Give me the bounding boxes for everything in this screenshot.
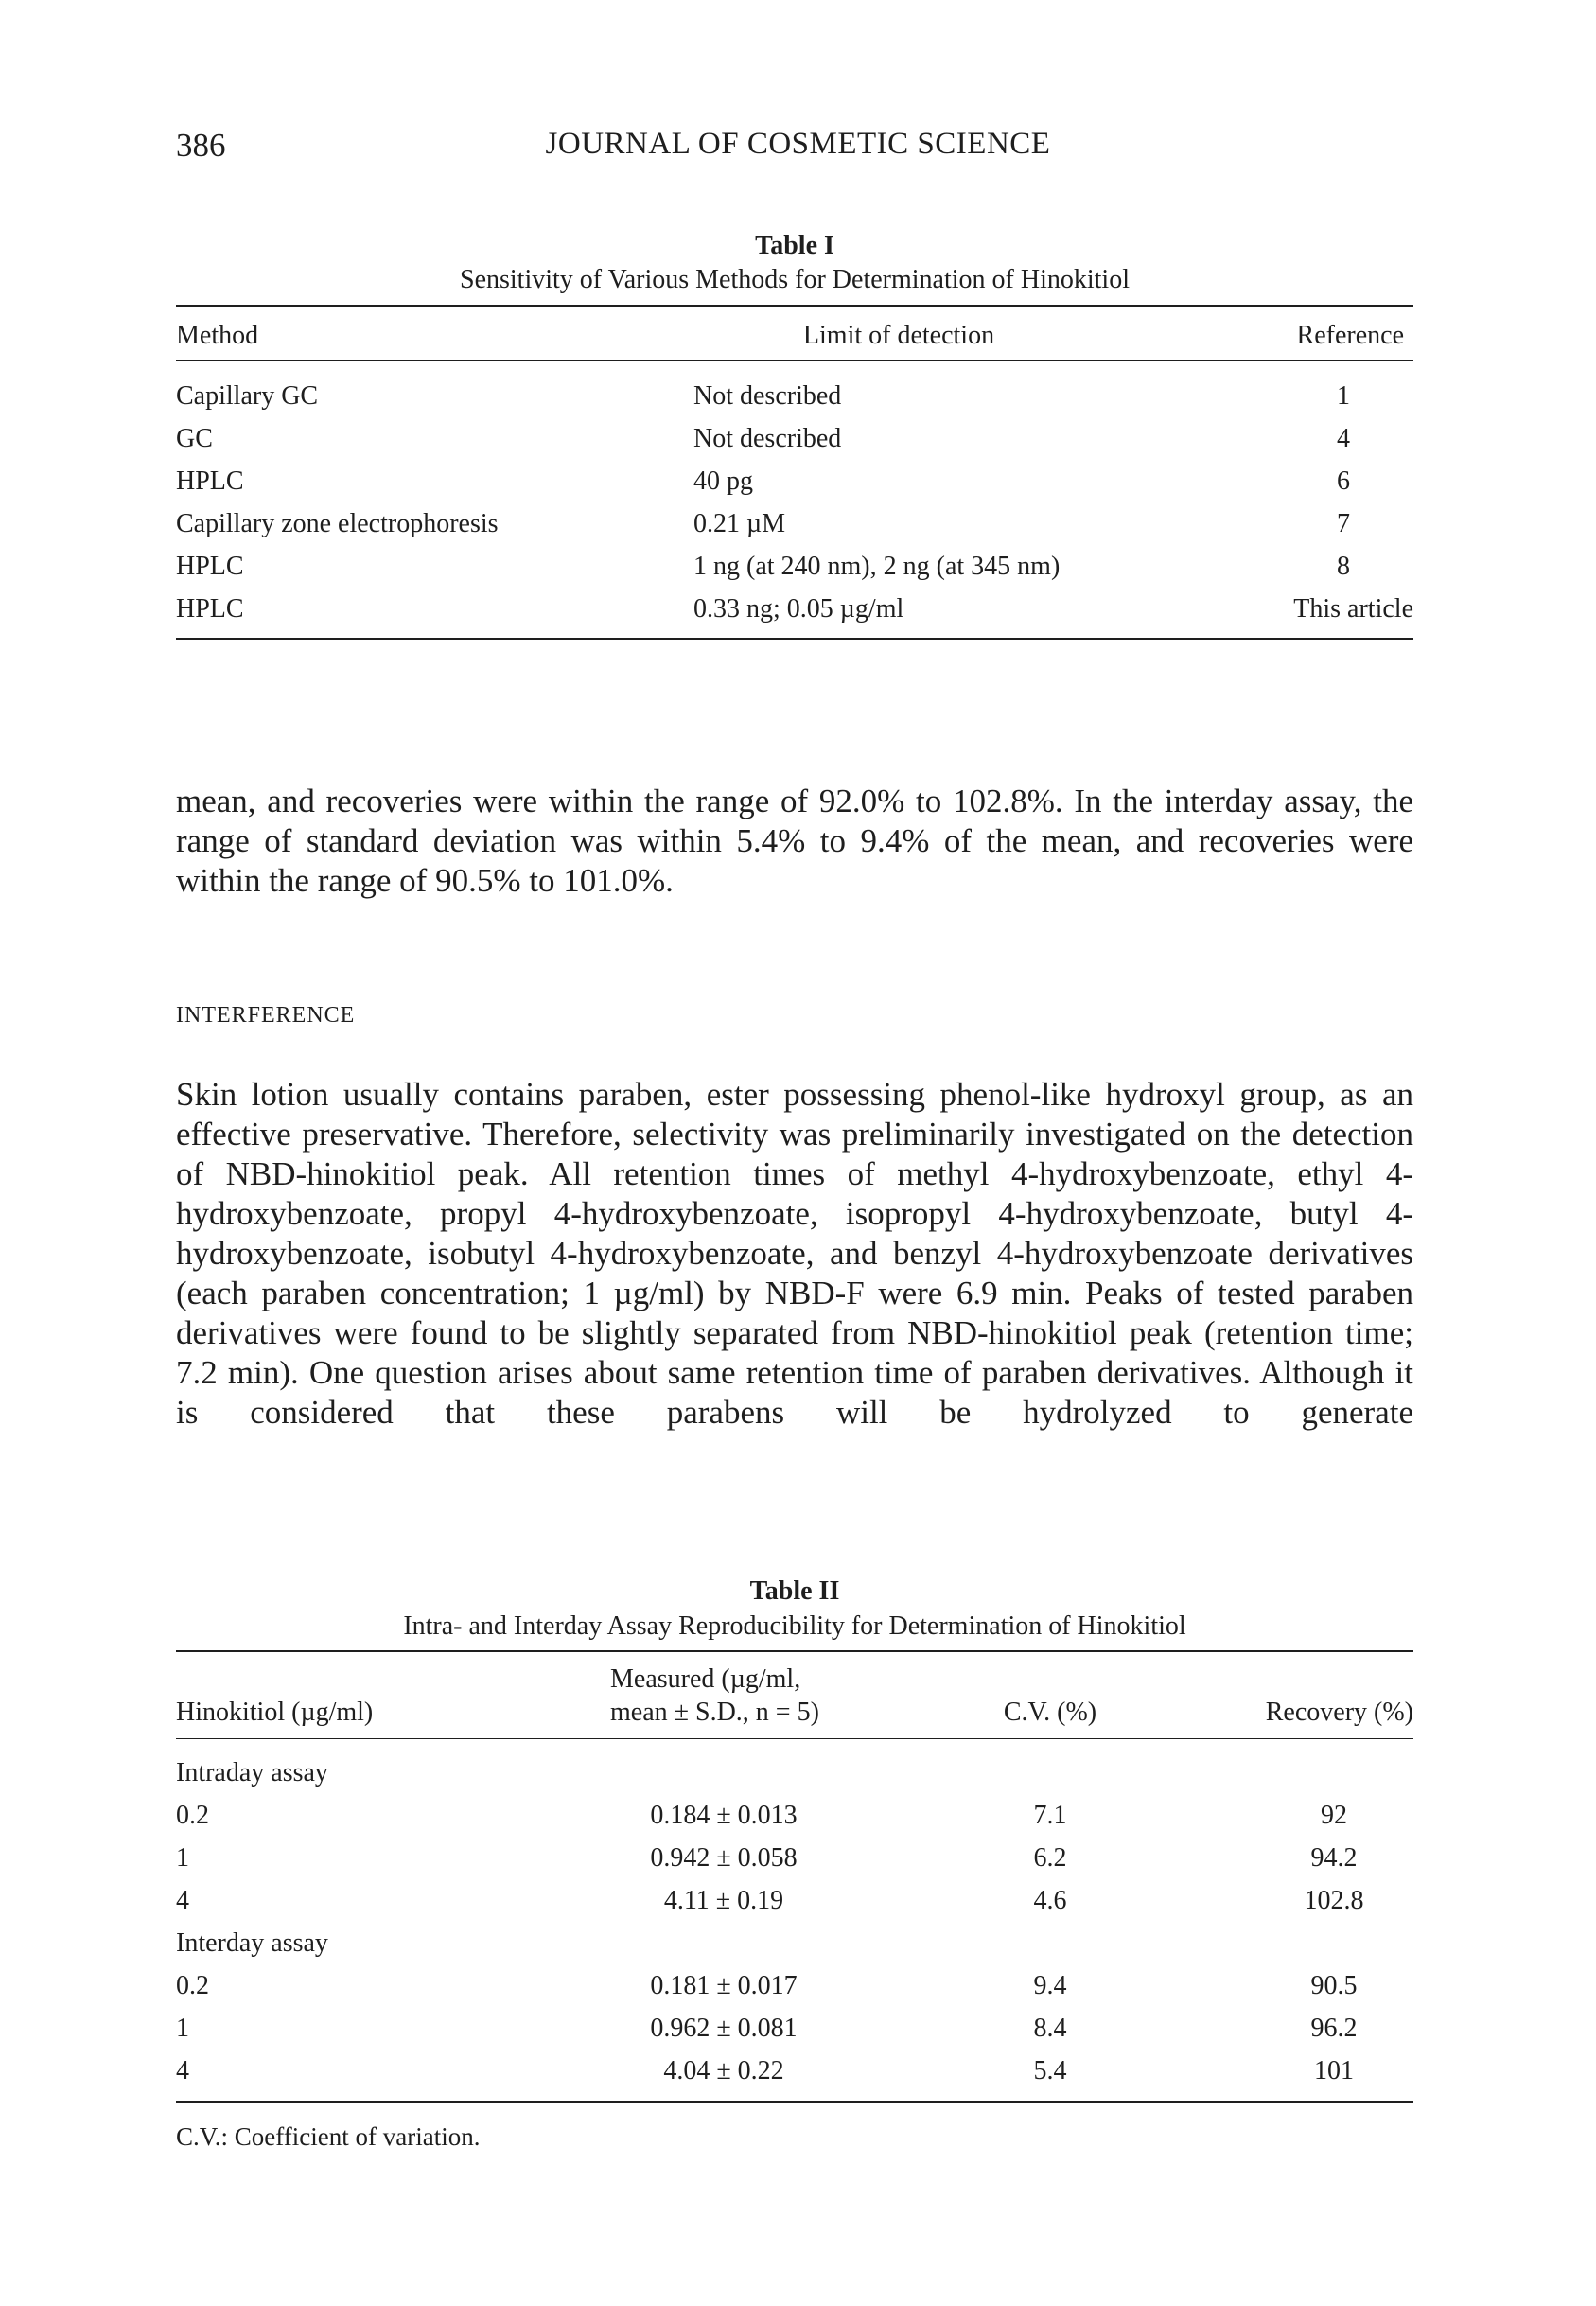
table-2-col-recovery: Recovery (%) (1265, 1698, 1413, 1727)
table-1-top-rule (176, 305, 1413, 307)
method-cell: HPLC (176, 594, 244, 624)
lod-cell: 0.33 ng; 0.05 µg/ml (693, 594, 904, 624)
recovery-cell: 102.8 (1304, 1886, 1364, 1915)
table-2-col-cv: C.V. (%) (1003, 1698, 1097, 1727)
table-2-group-label: Intraday assay (176, 1758, 328, 1787)
table-1-label: Table I (755, 231, 834, 260)
table-2-top-rule (176, 1650, 1413, 1652)
measured-cell: 0.942 ± 0.058 (650, 1843, 798, 1873)
table-2-col-measured-line1: Measured (µg/ml, (610, 1664, 801, 1694)
cv-cell: 9.4 (1033, 1971, 1067, 2000)
body-paragraph: Skin lotion usually contains paraben, ester possessing phenol-like hydroxyl group, as an effective preservative. Therefore, selectivity was preliminarily investigated on the detection of NBD-hinokitiol peak. All retention times of methyl 4-hydroxybenzoate, ethyl 4-hydroxybenzoate, propyl 4-hydroxybenzoate, isopropyl 4-hydroxybenzoate, butyl 4-hydroxybenzoate, isobutyl 4-hydroxybenzoate, and benzyl 4-hydroxybenzoate derivatives (each paraben concentration; 1 µg/ml) by NBD-F were 6.9 min. Peaks of tested paraben derivatives were found to be slightly separated from NBD-hinokitiol peak (retention time; 7.2 min). One question arises about same retention time of paraben derivatives. Although it is considered that these parabens will be hydrolyzed to generate (176, 1076, 1413, 1431)
method-cell: GC (176, 424, 213, 453)
lod-cell: 40 pg (693, 466, 753, 496)
reference-cell: 1 (1337, 381, 1350, 411)
section-heading: INTERFERENCE (176, 1003, 356, 1028)
measured-cell: 0.962 ± 0.081 (650, 2014, 798, 2043)
page-number: 386 (176, 127, 226, 164)
reference-cell: 7 (1337, 509, 1350, 538)
reference-cell: 8 (1337, 552, 1350, 581)
recovery-cell: 94.2 (1310, 1843, 1358, 1873)
lod-cell: Not described (693, 424, 842, 453)
concentration-cell: 0.2 (176, 1971, 209, 2000)
measured-cell: 4.04 ± 0.22 (663, 2056, 784, 2086)
recovery-cell: 92 (1321, 1801, 1347, 1830)
table-1-col-lod: Limit of detection (802, 321, 995, 350)
table-2-label: Table II (749, 1576, 840, 1606)
concentration-cell: 0.2 (176, 1801, 209, 1830)
cv-cell: 7.1 (1033, 1801, 1067, 1830)
table-2-caption: Intra- and Interday Assay Reproducibility for Determination of Hinokitiol (403, 1611, 1186, 1641)
reference-cell: This article (1293, 594, 1413, 624)
method-cell: HPLC (176, 466, 244, 496)
table-2-col-hinokitiol: Hinokitiol (µg/ml) (176, 1698, 374, 1727)
method-cell: Capillary zone electrophoresis (176, 509, 499, 538)
table-2-group-label: Interday assay (176, 1928, 328, 1958)
table-2-col-measured-line2: mean ± S.D., n = 5) (610, 1698, 819, 1727)
concentration-cell: 1 (176, 1843, 189, 1873)
reference-cell: 4 (1337, 424, 1350, 453)
table-1-bottom-rule (176, 638, 1413, 640)
measured-cell: 4.11 ± 0.19 (663, 1886, 784, 1915)
concentration-cell: 4 (176, 1886, 189, 1915)
table-1-caption: Sensitivity of Various Methods for Determination of Hinokitiol (460, 265, 1130, 294)
lod-cell: Not described (693, 381, 842, 411)
table-2-bottom-rule (176, 2101, 1413, 2103)
lod-cell: 0.21 µM (693, 509, 786, 538)
method-cell: Capillary GC (176, 381, 319, 411)
table-1-col-reference: Reference (1296, 321, 1404, 350)
concentration-cell: 1 (176, 2014, 189, 2043)
concentration-cell: 4 (176, 2056, 189, 2086)
reference-cell: 6 (1337, 466, 1350, 496)
table-1-col-method: Method (176, 321, 259, 350)
running-head (176, 127, 1420, 174)
journal-title: JOURNAL OF COSMETIC SCIENCE (545, 127, 1051, 161)
table-2-header-rule (176, 1738, 1413, 1739)
measured-cell: 0.184 ± 0.013 (650, 1801, 798, 1830)
measured-cell: 0.181 ± 0.017 (650, 1971, 798, 2000)
method-cell: HPLC (176, 552, 244, 581)
recovery-cell: 101 (1314, 2056, 1354, 2086)
lod-cell: 1 ng (at 240 nm), 2 ng (at 345 nm) (693, 552, 1061, 581)
recovery-cell: 96.2 (1310, 2014, 1358, 2043)
body-paragraph: mean, and recoveries were within the range of 92.0% to 102.8%. In the interday assay, the range of standard deviation was within 5.4% to 9.4% of the mean, and recoveries were within the range of 90.5% to 101.0%. (176, 783, 1413, 899)
cv-cell: 4.6 (1033, 1886, 1067, 1915)
table-2-footnote: C.V.: Coefficient of variation. (176, 2122, 481, 2151)
recovery-cell: 90.5 (1310, 1971, 1358, 2000)
cv-cell: 6.2 (1033, 1843, 1067, 1873)
cv-cell: 5.4 (1033, 2056, 1067, 2086)
cv-cell: 8.4 (1033, 2014, 1067, 2043)
table-1-header-rule (176, 360, 1413, 361)
